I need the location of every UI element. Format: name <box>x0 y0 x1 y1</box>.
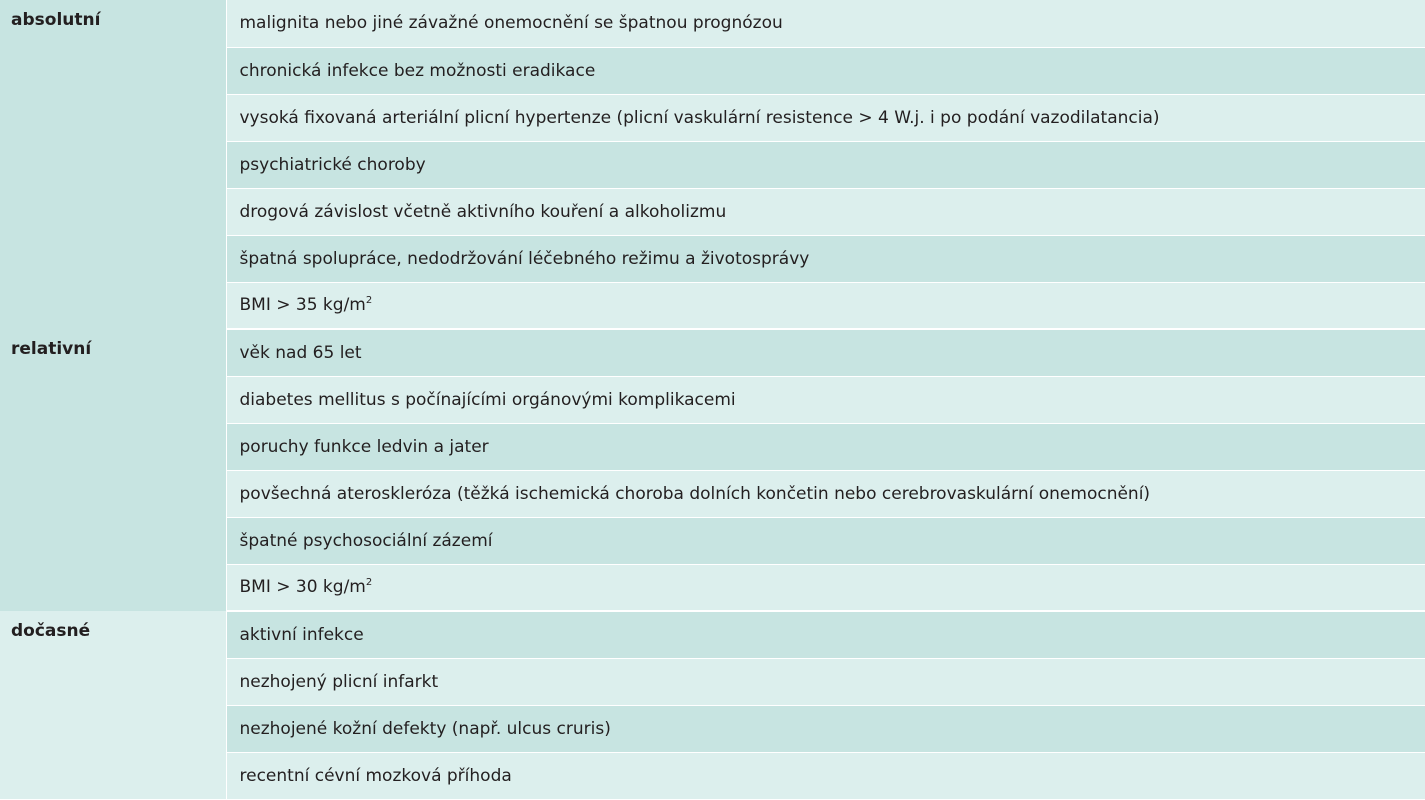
bmi-text: BMI > 30 kg/m <box>239 577 366 598</box>
table-cell: špatná spolupráce, nedodržování léčebného režimu a životosprávy <box>226 235 1425 282</box>
table-cell: chronická infekce bez možnosti eradikace <box>226 47 1425 94</box>
table-cell: diabetes mellitus s počínajícími orgánovými komplikacemi <box>226 376 1425 423</box>
table-cell: špatné psychosociální zázemí <box>226 517 1425 564</box>
category-relative: relativní <box>0 329 226 611</box>
table-cell: nezhojený plicní infarkt <box>226 658 1425 705</box>
table-row <box>0 611 1425 658</box>
category-temporary: dočasné <box>0 611 226 799</box>
table-cell <box>226 564 1425 611</box>
table-cell: aktivní infekce <box>226 611 1425 658</box>
table-cell: vysoká fixovaná arteriální plicní hypertenze (plicní vaskulární resistence > 4 W.j. i po podání vazodilatancia) <box>226 94 1425 141</box>
table-cell: věk nad 65 let <box>226 329 1425 376</box>
superscript: 2 <box>365 295 373 307</box>
table-row <box>0 329 1425 376</box>
table-cell: poruchy funkce ledvin a jater <box>226 423 1425 470</box>
table-cell: nezhojené kožní defekty (např. ulcus cruris) <box>226 705 1425 752</box>
table-cell <box>226 282 1425 329</box>
superscript: 2 <box>365 577 373 589</box>
table-cell: povšechná ateroskleróza (těžká ischemická choroba dolních končetin nebo cerebrovaskulární onemocnění) <box>226 470 1425 517</box>
table-cell: malignita nebo jiné závažné onemocnění se špatnou prognózou <box>226 0 1425 47</box>
table-row <box>0 0 1425 47</box>
bmi-text: BMI > 35 kg/m <box>239 295 366 316</box>
table-cell: drogová závislost včetně aktivního kouření a alkoholizmu <box>226 188 1425 235</box>
table-cell: recentní cévní mozková příhoda <box>226 752 1425 799</box>
category-absolute: absolutní <box>0 0 226 329</box>
table-cell: psychiatrické choroby <box>226 141 1425 188</box>
